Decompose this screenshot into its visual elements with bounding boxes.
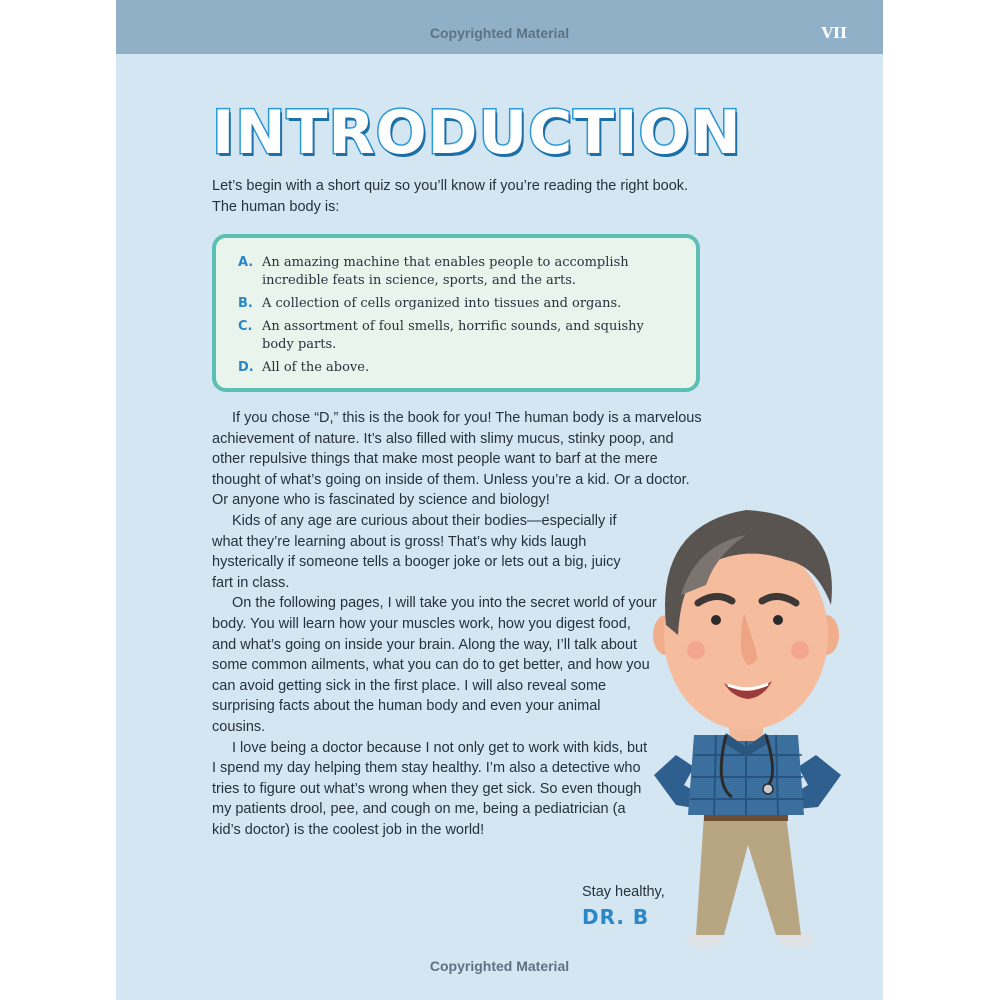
quiz-option-b <box>238 295 668 313</box>
quiz-letter: D. <box>238 360 254 375</box>
footer-copyright: Copyrighted Material <box>429 958 570 974</box>
quiz-option-d <box>238 359 668 377</box>
book-page <box>116 0 883 1000</box>
quiz-text: An assortment of foul smells, horrific sounds, and squishy body parts. <box>262 319 644 352</box>
quiz-text: A collection of cells organized into tissues and organs. <box>262 296 622 311</box>
quiz-letter: A. <box>238 255 254 270</box>
quiz-letter: C. <box>238 319 253 334</box>
quiz-option-a <box>238 254 668 290</box>
signature: DR. B <box>582 905 650 929</box>
quiz-text: An amazing machine that enables people to accomplish incredible feats in science, sports, and the arts. <box>262 255 629 288</box>
doctor-illustration <box>636 485 856 955</box>
intro-text: Let’s begin with a short quiz so you’ll know if you’re reading the right book. The human body is: <box>212 178 689 215</box>
paragraph: If you chose “D,” this is the book for you! The human body is a marvelous achievement of nature. It’s also filled with slimy mucus, stinky poop, and other repulsive things that make most people want to barf at the mere thought of what’s going on inside of them. Unless you’re a kid. Or a doctor. Or anyone who is fascinated by science and biology! <box>212 410 702 509</box>
signoff-text: Stay healthy, <box>582 884 665 900</box>
paragraph: Kids of any age are curious about their bodies—especially if what they’re learning about is gross! That’s why kids laugh hysterically if someone tells a booger joke or lets out a big, juicy fart in class. <box>212 512 621 591</box>
quiz-option-c <box>238 318 668 354</box>
page-number: VII <box>821 24 847 42</box>
quiz-box <box>212 234 700 392</box>
paragraph: On the following pages, I will take you into the secret world of your body. You will learn how your muscles work, how you digest food, and what’s going on inside your brain. Along the way, I’ll talk about some common ailments, what you can do to get better, and how you can avoid getting sick in the first place. I will also reveal some surprising facts about the human body and even your animal cousins. <box>212 595 657 735</box>
page-header-bar <box>116 0 883 54</box>
chapter-title: INTRODUCTION <box>212 98 742 168</box>
paragraph: I love being a doctor because I not only get to work with kids, but I spend my day helping them stay healthy. I’m also a detective who tries to figure out what’s wrong when they get sick. So even though my patients drool, pee, and cough on me, being a pediatrician (a kid’s doctor) is the coolest job in the world! <box>212 739 648 838</box>
quiz-text: All of the above. <box>262 360 370 375</box>
quiz-letter: B. <box>238 296 253 311</box>
header-copyright: Copyrighted Material <box>429 25 570 41</box>
body-text <box>212 408 707 840</box>
